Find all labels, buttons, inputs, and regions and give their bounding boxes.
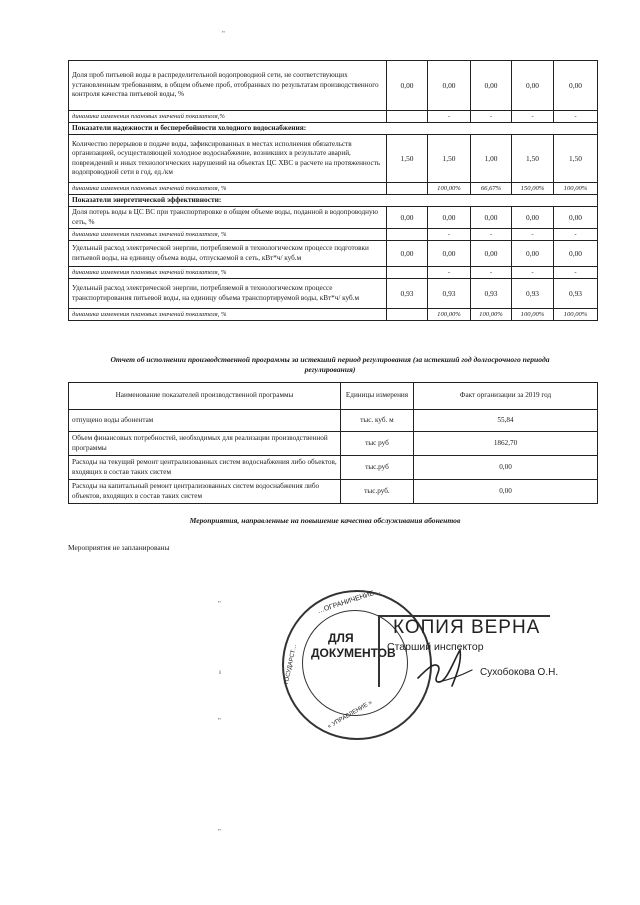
performance-indicators-table — [68, 60, 598, 321]
indicator-value-cell: 100,00% — [471, 309, 512, 321]
indicator-row — [69, 135, 598, 183]
indicator-value-cell: 1,50 — [428, 135, 471, 183]
indicator-value-cell: 0,93 — [387, 279, 428, 309]
indicator-value-cell: 0,00 — [387, 241, 428, 267]
indicator-value-cell: 0,00 — [512, 61, 554, 111]
dynamics-row — [69, 111, 598, 123]
indicator-value-cell: 0,00 — [428, 241, 471, 267]
indicator-value-cell: - — [428, 267, 471, 279]
indicator-row — [69, 207, 598, 229]
no-measures-text: Мероприятия не запланированы — [68, 543, 170, 552]
indicator-value-cell: 0,00 — [387, 207, 428, 229]
indicator-value-cell: 0,00 — [471, 207, 512, 229]
scan-speck: " — [218, 717, 221, 725]
header-unit: Единицы измерения — [341, 383, 414, 410]
indicator-row — [69, 279, 598, 309]
indicator-value-cell: 0,00 — [512, 241, 554, 267]
indicator-value-cell: 0,00 — [554, 207, 598, 229]
indicator-value-cell: 0,93 — [512, 279, 554, 309]
indicator-value-cell: 100,00% — [554, 309, 598, 321]
table-row — [69, 456, 598, 480]
indicator-value-cell: - — [512, 229, 554, 241]
indicator-value-cell: 1,00 — [471, 135, 512, 183]
indicator-label: динамика изменения плановых значений показателя, % — [69, 309, 387, 321]
top-mark: " — [222, 30, 225, 38]
stamp-ring-text-top: …ОГРАНИЧЕНИЕ… — [316, 587, 382, 616]
dynamics-row — [69, 183, 598, 195]
certifier-position: Старший инспектор — [387, 641, 484, 653]
indicator-value-cell: - — [428, 111, 471, 123]
section-title: Показатели энергетической эффективности: — [69, 195, 598, 207]
indicator-value-cell: - — [554, 267, 598, 279]
indicator-value: 1862,70 — [414, 432, 598, 456]
indicator-value-cell: 0,00 — [554, 241, 598, 267]
indicator-value-cell: - — [554, 111, 598, 123]
indicator-value-cell: 0,00 — [428, 207, 471, 229]
table-row — [69, 480, 598, 504]
scan-speck: " — [218, 828, 221, 836]
production-program-report-table — [68, 382, 598, 504]
indicator-value-cell: 0,00 — [512, 207, 554, 229]
indicator-value-cell: 100,00% — [428, 309, 471, 321]
indicator-label: Удельный расход электрической энергии, потребляемой в технологическом процессе транспортирования питьевой воды, на единицу объема транспортируемой воды, кВт*ч/ куб.м — [69, 279, 387, 309]
indicator-value-cell: 1,50 — [387, 135, 428, 183]
indicator-label: Количество перерывов в подаче воды, зафиксированных в местах исполнения обязательств организацией, осуществляющей холодное водоснабжение, возникших в результате аварий, повреждений и иных технологических нарушений на объектах ЦС ХВС в расчете на протяженность водопроводной сети в год, ед./км — [69, 135, 387, 183]
dynamics-row — [69, 267, 598, 279]
stamp-center-line2: ДОКУМЕНТОВ — [311, 646, 396, 660]
report-heading: Отчет об исполнении производственной программы за истекший период регулирования (за истекший год долгосрочного периода регулирования) — [110, 355, 550, 374]
table-row — [69, 432, 598, 456]
indicator-name: Расходы на капитальный ремонт централизованных систем водоснабжения либо объектов, входящих в состав таких систем — [69, 480, 341, 504]
indicator-name: Расходы на текущий ремонт централизованных систем водоснабжения либо объектов, входящих в состав таких систем — [69, 456, 341, 480]
indicator-row — [69, 241, 598, 267]
indicator-value-cell: 150,00% — [512, 183, 554, 195]
indicator-value-cell — [387, 309, 428, 321]
indicator-row — [69, 61, 598, 111]
section-header-row — [69, 195, 598, 207]
indicator-label: динамика изменения плановых значений показателя, % — [69, 183, 387, 195]
indicator-unit: тыс. куб. м — [341, 410, 414, 432]
indicator-label: динамика изменения плановых значений показателя, % — [69, 267, 387, 279]
dynamics-row — [69, 309, 598, 321]
indicator-value-cell: 100,00% — [428, 183, 471, 195]
indicator-unit: тыс.руб. — [341, 480, 414, 504]
table-header-row — [69, 383, 598, 410]
section-title: Показатели надежности и бесперебойности холодного водоснабжения: — [69, 123, 598, 135]
indicator-value-cell: - — [512, 111, 554, 123]
certifier-name: Сухобокова О.Н. — [480, 667, 559, 678]
indicator-value-cell: - — [471, 229, 512, 241]
indicator-value-cell — [387, 229, 428, 241]
indicator-label: Удельный расход электрической энергии, потребляемой в технологическом процессе подготовки питьевой воды, на единицу объема воды, отпускаемой в сеть, кВт*ч/ куб.м — [69, 241, 387, 267]
indicator-value-cell: 0,00 — [471, 61, 512, 111]
indicator-value-cell: - — [428, 229, 471, 241]
indicator-value-cell: 66,67% — [471, 183, 512, 195]
indicator-value-cell: - — [554, 229, 598, 241]
indicator-label: динамика изменения плановых значений показателя,% — [69, 111, 387, 123]
indicator-value-cell: 0,93 — [554, 279, 598, 309]
indicator-value-cell: - — [512, 267, 554, 279]
indicator-value: 55,84 — [414, 410, 598, 432]
indicator-value: 0,00 — [414, 456, 598, 480]
certified-copy-title: КОПИЯ ВЕРНА — [393, 617, 541, 638]
indicator-value-cell: 100,00% — [512, 309, 554, 321]
indicator-unit: тыс.руб — [341, 456, 414, 480]
section-header-row — [69, 123, 598, 135]
stamp-center-line1: ДЛЯ — [328, 631, 354, 645]
indicator-unit: тыс руб — [341, 432, 414, 456]
stamp-ring-text-bottom: « УПРАВЛЕНИЕ » — [326, 699, 374, 731]
measures-heading: Мероприятия, направленные на повышение качества обслуживания абонентов — [189, 516, 461, 525]
scan-speck: ı — [219, 668, 221, 676]
scan-speck: " — [218, 600, 221, 608]
indicator-value-cell: 0,93 — [428, 279, 471, 309]
indicator-value-cell: 0,00 — [387, 61, 428, 111]
indicator-value: 0,00 — [414, 480, 598, 504]
indicator-value-cell: 1,50 — [554, 135, 598, 183]
indicator-label: Доля проб питьевой воды в распределительной водопроводной сети, не соответствующих установленным требованиям, в общем объеме проб, отобранных по результатам производственного контроля качества питьевой воды, % — [69, 61, 387, 111]
indicator-label: динамика изменения плановых значений показателя, % — [69, 229, 387, 241]
indicator-name: Объем финансовых потребностей, необходимых для реализации производственной программы — [69, 432, 341, 456]
header-indicator-name: Наименование показателей производственной программы — [69, 383, 341, 410]
indicator-value-cell — [387, 183, 428, 195]
indicator-value-cell: - — [471, 111, 512, 123]
indicator-value-cell: 100,00% — [554, 183, 598, 195]
dynamics-row — [69, 229, 598, 241]
indicator-name: отпущено воды абонентам — [69, 410, 341, 432]
indicator-value-cell — [387, 267, 428, 279]
indicator-value-cell: 1,50 — [512, 135, 554, 183]
indicator-value-cell: 0,93 — [471, 279, 512, 309]
indicator-value-cell: - — [471, 267, 512, 279]
table-row — [69, 410, 598, 432]
header-fact: Факт организации за 2019 год — [414, 383, 598, 410]
handwritten-signature — [408, 640, 478, 690]
indicator-value-cell — [387, 111, 428, 123]
indicator-value-cell: 0,00 — [471, 241, 512, 267]
indicator-value-cell: 0,00 — [428, 61, 471, 111]
indicator-label: Доля потерь воды в ЦС ВС при транспортировке в общем объеме воды, поданной в водопроводную сеть, % — [69, 207, 387, 229]
indicator-value-cell: 0,00 — [554, 61, 598, 111]
stamp-ring-text-left: ГОСУДАРСТ… — [283, 643, 299, 685]
